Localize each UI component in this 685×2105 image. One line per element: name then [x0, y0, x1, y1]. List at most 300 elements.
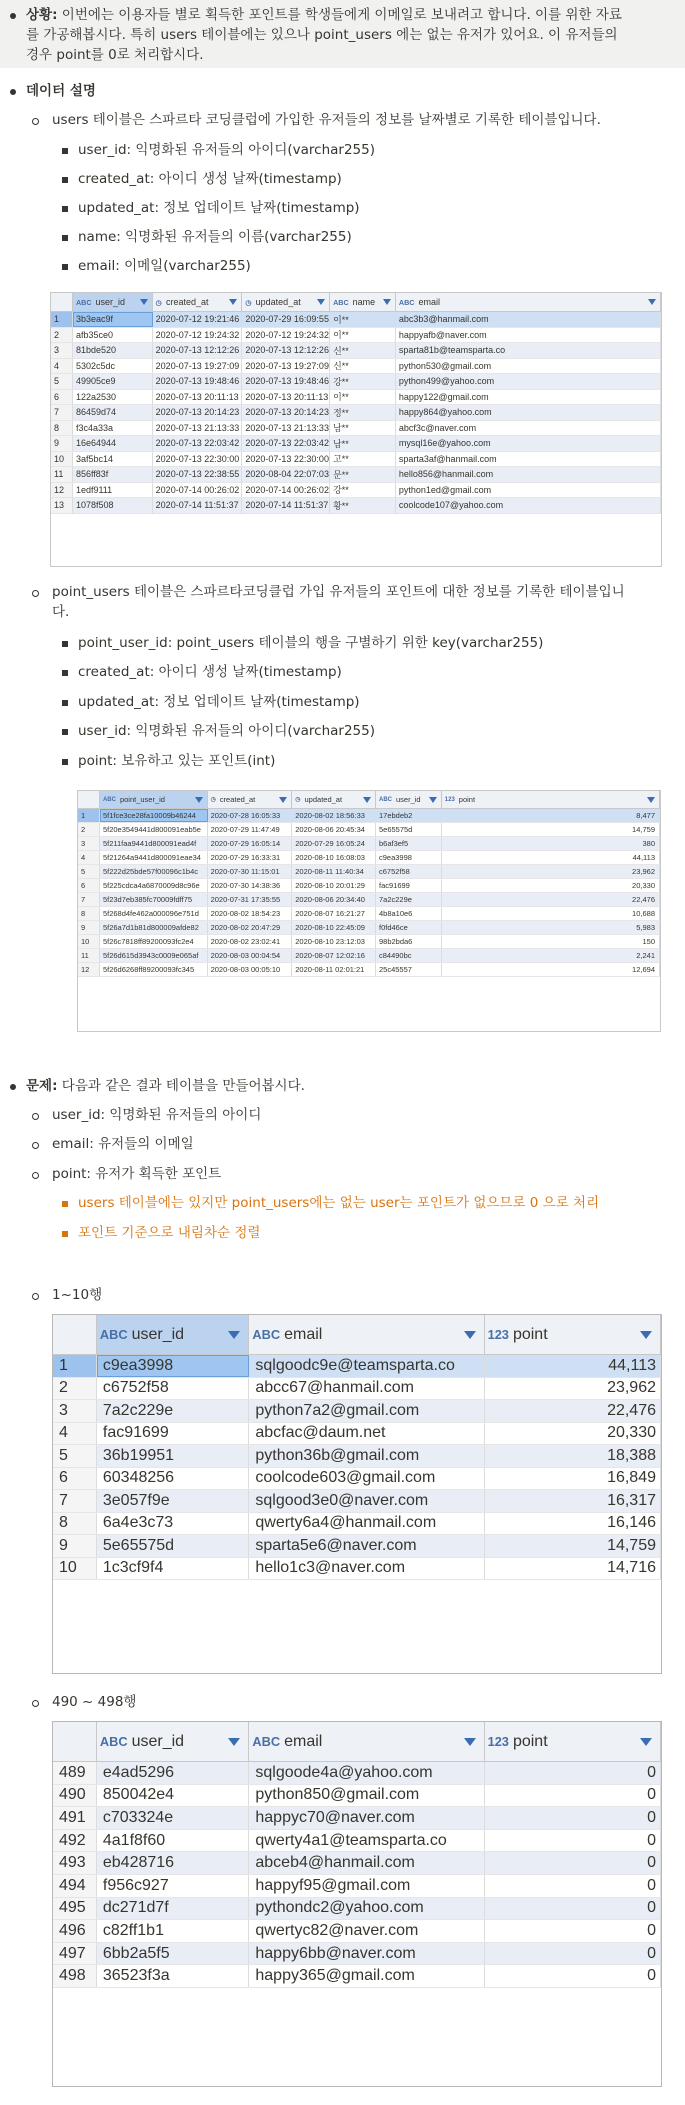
- table-cell: sqlgood3e0@naver.com: [249, 1490, 484, 1512]
- problem-item: user_id: 익명화된 유저들의 아이디: [52, 1107, 262, 1123]
- bullet: [32, 1142, 39, 1149]
- table-cell: 2020-07-29 16:09:55: [242, 312, 330, 327]
- column-header-label: point: [512, 1732, 548, 1750]
- table-cell: 2020-07-13 22:30:00: [242, 452, 330, 467]
- table-cell: 36523f3a: [97, 1965, 250, 1987]
- table-cell: 98b2bda6: [376, 935, 442, 948]
- table-cell: c84490bc: [376, 949, 442, 962]
- row-number: 5: [53, 1445, 97, 1467]
- table-row[interactable]: [51, 421, 661, 437]
- table-cell: 5f23d7eb385fc70009fdff75: [100, 893, 208, 906]
- table-cell: sparta81b@teamsparta.co: [396, 343, 661, 358]
- table-cell: sqlgoodc9e@teamsparta.co: [249, 1355, 484, 1377]
- column-header-user-id[interactable]: [376, 791, 442, 808]
- table-cell: 86459d74: [73, 405, 153, 420]
- table-cell: 1078f508: [73, 498, 153, 513]
- sort-arrow-icon[interactable]: [429, 797, 437, 803]
- type-icon: ABC: [398, 297, 415, 307]
- table-cell: 14,759: [442, 823, 660, 836]
- column-header-updated-at[interactable]: [242, 293, 330, 311]
- table-row[interactable]: [51, 328, 661, 344]
- table-cell: 5e65575d: [97, 1535, 250, 1557]
- sort-arrow-icon[interactable]: [279, 797, 287, 803]
- column-header-created-at[interactable]: [153, 293, 243, 311]
- column-header-point-user-id[interactable]: [100, 791, 208, 808]
- type-icon: 123: [487, 1327, 509, 1342]
- table-cell: 2020-07-13 20:14:23: [153, 405, 243, 420]
- table-header-row: [53, 1315, 661, 1355]
- column-header-updated-at[interactable]: [292, 791, 376, 808]
- row-number: 7: [53, 1490, 97, 1512]
- table-row[interactable]: [78, 949, 660, 963]
- table-cell: 2020-07-14 11:51:37: [153, 498, 243, 513]
- table-cell: sparta3af@hanmail.com: [396, 452, 661, 467]
- sort-arrow-icon[interactable]: [464, 1738, 476, 1746]
- table-cell: abc3b3@hanmail.com: [396, 312, 661, 327]
- table-row[interactable]: [78, 823, 660, 837]
- bullet: [32, 590, 39, 597]
- column-header-created-at[interactable]: [208, 791, 293, 808]
- table-cell: 36b19951: [97, 1445, 250, 1467]
- table-row[interactable]: [53, 1920, 661, 1943]
- table-cell: 2020-08-07 12:02:16: [292, 949, 376, 962]
- table-cell: 5302c5dc: [73, 359, 153, 374]
- table-row[interactable]: [51, 374, 661, 390]
- table-cell: 3b3eac9f: [73, 312, 153, 327]
- table-cell: f0fd46ce: [376, 921, 442, 934]
- result2-caption: 490 ~ 498행: [52, 1694, 137, 1710]
- table-cell: abcf3c@naver.com: [396, 421, 661, 436]
- table-row[interactable]: [51, 405, 661, 421]
- table-cell: 2020-07-13 21:13:33: [153, 421, 243, 436]
- column-header-user-id[interactable]: [97, 1722, 250, 1761]
- column-header-name[interactable]: [330, 293, 396, 311]
- table-cell: abceb4@hanmail.com: [249, 1852, 484, 1874]
- sort-arrow-icon[interactable]: [647, 797, 655, 803]
- bullet: [62, 729, 68, 735]
- table-cell: 6a4e3c73: [97, 1513, 250, 1535]
- pu-field: user_id: 익명화된 유저들의 아이디(varchar255): [78, 723, 376, 739]
- table-cell: abcc67@hanmail.com: [249, 1378, 484, 1400]
- table-cell: c6752f58: [97, 1378, 250, 1400]
- sort-arrow-icon[interactable]: [464, 1331, 476, 1339]
- table-row[interactable]: [78, 907, 660, 921]
- row-number: 12: [78, 963, 100, 976]
- table-cell: mysql16e@yahoo.com: [396, 436, 661, 451]
- table-cell: 856ff83f: [73, 467, 153, 482]
- table-cell: 2,241: [442, 949, 660, 962]
- table-row[interactable]: [53, 1490, 661, 1513]
- table-cell: 2020-07-29 16:05:24: [292, 837, 376, 850]
- table-cell: 신**: [330, 359, 396, 374]
- table-cell: 16,317: [485, 1490, 661, 1512]
- table-cell: 2020-08-11 02:01:21: [292, 963, 376, 976]
- situation-line-3: 경우 point를 0로 처리합시다.: [26, 47, 204, 63]
- table-cell: 2020-08-02 18:54:23: [208, 907, 293, 920]
- table-row[interactable]: [51, 359, 661, 375]
- table-cell: afb35ce0: [73, 328, 153, 343]
- table-cell: 17ebdeb2: [376, 809, 442, 822]
- problem-item: email: 유저들의 이메일: [52, 1136, 194, 1152]
- row-number: 3: [51, 343, 73, 358]
- table-cell: 122a2530: [73, 390, 153, 405]
- table-cell: 20,330: [442, 879, 660, 892]
- row-number: 4: [51, 359, 73, 374]
- sort-arrow-icon[interactable]: [640, 1331, 652, 1339]
- table-row[interactable]: [53, 1535, 661, 1558]
- pu-field: created_at: 아이디 생성 날짜(timestamp): [78, 664, 342, 680]
- table-row[interactable]: [53, 1355, 661, 1378]
- table-row[interactable]: [78, 851, 660, 865]
- row-number: 4: [53, 1423, 97, 1445]
- sort-arrow-icon[interactable]: [195, 797, 203, 803]
- table-cell: 2020-08-11 11:40:34: [292, 865, 376, 878]
- table-cell: 2020-07-29 16:05:14: [208, 837, 293, 850]
- table-cell: 2020-07-13 19:48:46: [153, 374, 243, 389]
- bullet: [62, 264, 68, 270]
- table-row[interactable]: [51, 483, 661, 499]
- problem-label: 문제:: [26, 1078, 58, 1094]
- bullet: [10, 89, 16, 95]
- column-header-point[interactable]: [485, 1722, 661, 1761]
- row-number: 1: [78, 809, 100, 822]
- users-field: email: 이메일(varchar255): [78, 258, 251, 274]
- table-cell: 2020-07-13 21:13:33: [242, 421, 330, 436]
- table-cell: 0: [485, 1852, 661, 1874]
- table-cell: dc271d7f: [97, 1898, 250, 1920]
- table-row[interactable]: [53, 1830, 661, 1853]
- table-cell: 남**: [330, 421, 396, 436]
- column-header-email[interactable]: [396, 293, 661, 311]
- table-row[interactable]: [53, 1378, 661, 1401]
- table-row[interactable]: [78, 935, 660, 949]
- row-number: 10: [78, 935, 100, 948]
- row-number: 5: [51, 374, 73, 389]
- table-cell: 5f26d6268ff89200093fc345: [100, 963, 208, 976]
- table-row[interactable]: [51, 312, 661, 328]
- table-cell: 2020-07-13 19:27:09: [153, 359, 243, 374]
- table-row[interactable]: [51, 498, 661, 514]
- table-cell: 2020-07-13 19:27:09: [242, 359, 330, 374]
- table-cell: qwerty6a4@hanmail.com: [249, 1513, 484, 1535]
- column-header-label: user_id: [131, 1325, 185, 1343]
- table-cell: 2020-07-12 19:24:32: [242, 328, 330, 343]
- table-cell: 5f26d615d3943c0009e065af: [100, 949, 208, 962]
- table-cell: 5f26c7818ff89200093fc2e4: [100, 935, 208, 948]
- table-row[interactable]: [53, 1852, 661, 1875]
- table-cell: c9ea3998: [97, 1355, 250, 1377]
- table-cell: 16e64944: [73, 436, 153, 451]
- table-row[interactable]: [53, 1423, 661, 1446]
- table-cell: 5f225cdca4a6870009d8c96e: [100, 879, 208, 892]
- sort-arrow-icon[interactable]: [383, 299, 391, 305]
- row-number: 13: [51, 498, 73, 513]
- table-cell: happy122@gmail.com: [396, 390, 661, 405]
- clock-icon: ◷: [210, 797, 216, 803]
- row-number: 490: [53, 1785, 97, 1807]
- table-cell: 5f26a7d1b81d800009afde82: [100, 921, 208, 934]
- table-cell: 남**: [330, 436, 396, 451]
- table-row[interactable]: [78, 921, 660, 935]
- table-cell: hello856@hanmail.com: [396, 467, 661, 482]
- row-number: 495: [53, 1898, 97, 1920]
- header-corner: [78, 791, 100, 808]
- column-header-point[interactable]: [485, 1315, 661, 1354]
- table-cell: 강**: [330, 374, 396, 389]
- sort-arrow-icon[interactable]: [229, 299, 237, 305]
- table-row[interactable]: [51, 343, 661, 359]
- row-number: 8: [53, 1513, 97, 1535]
- table-row[interactable]: [53, 1762, 661, 1785]
- bullet: [62, 670, 68, 676]
- table-cell: 2020-08-02 23:02:41: [208, 935, 293, 948]
- table-cell: 5f1fce3ce28fa10009b46244: [100, 809, 208, 822]
- table-cell: 0: [485, 1898, 661, 1920]
- pu-field: point: 보유하고 있는 포인트(int): [78, 753, 276, 769]
- table-row[interactable]: [53, 1558, 661, 1581]
- table-header-row: [53, 1722, 661, 1762]
- bullet: [62, 759, 68, 765]
- column-header-label: user_id: [131, 1732, 185, 1750]
- type-icon: 123: [487, 1734, 509, 1749]
- column-header-user-id[interactable]: [97, 1315, 250, 1354]
- situation-line-1: [26, 5, 622, 25]
- bullet: [62, 177, 68, 183]
- row-number: 9: [78, 921, 100, 934]
- table-cell: 0: [485, 1785, 661, 1807]
- table-row[interactable]: [53, 1513, 661, 1536]
- table-cell: 60348256: [97, 1468, 250, 1490]
- sort-arrow-icon[interactable]: [363, 797, 371, 803]
- row-number: 11: [78, 949, 100, 962]
- table-cell: 20,330: [485, 1423, 661, 1445]
- table-cell: 12,694: [442, 963, 660, 976]
- pu-field: point_user_id: point_users 테이블의 행을 구별하기 위한 key(varchar255): [78, 635, 544, 651]
- column-header-user-id[interactable]: [73, 293, 153, 311]
- table-cell: 2020-08-10 16:08:03: [292, 851, 376, 864]
- table-cell: sqlgoode4a@yahoo.com: [249, 1762, 484, 1784]
- table-cell: 380: [442, 837, 660, 850]
- row-number: 12: [51, 483, 73, 498]
- users-field: user_id: 익명화된 유저들의 아이디(varchar255): [78, 142, 376, 158]
- table-cell: 2020-08-02 20:47:29: [208, 921, 293, 934]
- column-header-label: user_id: [395, 795, 421, 804]
- table-row[interactable]: [53, 1807, 661, 1830]
- table-row[interactable]: [51, 436, 661, 452]
- users-field: created_at: 아이디 생성 날짜(timestamp): [78, 171, 342, 187]
- row-number: 498: [53, 1965, 97, 1987]
- table-cell: 2020-08-04 22:07:03: [242, 467, 330, 482]
- table-cell: happy365@gmail.com: [249, 1965, 484, 1987]
- sort-arrow-icon[interactable]: [317, 299, 325, 305]
- type-icon: ABC: [378, 796, 392, 803]
- column-header-label: created_at: [219, 795, 256, 804]
- table-row[interactable]: [53, 1400, 661, 1423]
- table-cell: 49905ce9: [73, 374, 153, 389]
- table-row[interactable]: [53, 1468, 661, 1491]
- table-row[interactable]: [78, 865, 660, 879]
- row-number: 491: [53, 1807, 97, 1829]
- table-cell: 8,477: [442, 809, 660, 822]
- table-cell: 0: [485, 1807, 661, 1829]
- bullet: [62, 700, 68, 706]
- row-number: 10: [51, 452, 73, 467]
- table-cell: 강**: [330, 483, 396, 498]
- table-cell: python850@gmail.com: [249, 1785, 484, 1807]
- table-row[interactable]: [78, 963, 660, 977]
- header-corner: [51, 293, 73, 311]
- sort-arrow-icon[interactable]: [648, 299, 656, 305]
- column-header-label: email: [418, 297, 440, 307]
- type-icon: ABC: [99, 1327, 128, 1342]
- data-desc-title: 데이터 설명: [26, 83, 96, 99]
- table-row[interactable]: [53, 1875, 661, 1898]
- type-icon: ABC: [99, 1734, 128, 1749]
- column-header-point[interactable]: [442, 791, 660, 808]
- header-corner: [53, 1315, 97, 1354]
- table-cell: 5f268d4fe462a000096e751d: [100, 907, 208, 920]
- row-number: 1: [51, 312, 73, 327]
- table-cell: 2020-07-13 19:48:46: [242, 374, 330, 389]
- column-header-label: point_user_id: [119, 795, 165, 804]
- table-cell: happy864@yahoo.com: [396, 405, 661, 420]
- table-cell: 0: [485, 1965, 661, 1987]
- table-row[interactable]: [78, 879, 660, 893]
- clock-icon: ◷: [295, 797, 301, 803]
- bullet: [62, 148, 68, 154]
- table-cell: sparta5e6@naver.com: [249, 1535, 484, 1557]
- result1-caption: 1~10행: [52, 1287, 103, 1303]
- table-row[interactable]: [53, 1943, 661, 1966]
- table-cell: 1edf9111: [73, 483, 153, 498]
- table-cell: 2020-07-30 14:38:36: [208, 879, 293, 892]
- table-cell: c703324e: [97, 1807, 250, 1829]
- table-cell: 2020-07-13 22:03:42: [153, 436, 243, 451]
- row-number: 2: [51, 328, 73, 343]
- table-cell: qwerty4a1@teamsparta.co: [249, 1830, 484, 1852]
- type-icon: ABC: [252, 1734, 281, 1749]
- table-cell: 5e65575d: [376, 823, 442, 836]
- row-number: 7: [51, 405, 73, 420]
- table-cell: 2020-07-30 11:15:01: [208, 865, 293, 878]
- table-cell: 문**: [330, 467, 396, 482]
- table-cell: f956c927: [97, 1875, 250, 1897]
- row-number: 2: [78, 823, 100, 836]
- column-header-email[interactable]: [249, 1315, 484, 1354]
- table-cell: 3e057f9e: [97, 1490, 250, 1512]
- bullet: [62, 235, 68, 241]
- table-row[interactable]: [51, 452, 661, 468]
- table-cell: eb428716: [97, 1852, 250, 1874]
- table-cell: 2020-08-10 22:45:09: [292, 921, 376, 934]
- row-number: 4: [78, 851, 100, 864]
- table-row[interactable]: [78, 893, 660, 907]
- table-cell: e4ad5296: [97, 1762, 250, 1784]
- table-cell: 0: [485, 1762, 661, 1784]
- table-cell: 2020-07-13 22:30:00: [153, 452, 243, 467]
- table-cell: 3af5bc14: [73, 452, 153, 467]
- table-cell: c9ea3998: [376, 851, 442, 864]
- sort-arrow-icon[interactable]: [228, 1738, 240, 1746]
- table-cell: python530@gmail.com: [396, 359, 661, 374]
- row-number: 3: [78, 837, 100, 850]
- table-cell: happyafb@naver.com: [396, 328, 661, 343]
- table-cell: 2020-07-29 11:47:49: [208, 823, 293, 836]
- column-header-label: point: [512, 1325, 548, 1343]
- table-cell: abcfac@daum.net: [249, 1423, 484, 1445]
- table-cell: fac91699: [97, 1423, 250, 1445]
- table-cell: 14,716: [485, 1558, 661, 1580]
- table-cell: 25c45557: [376, 963, 442, 976]
- table-cell: fac91699: [376, 879, 442, 892]
- table-cell: 1c3cf9f4: [97, 1558, 250, 1580]
- table-cell: coolcode107@yahoo.com: [396, 498, 661, 513]
- table-row[interactable]: [53, 1965, 661, 1988]
- sort-arrow-icon[interactable]: [640, 1738, 652, 1746]
- table-row[interactable]: [78, 837, 660, 851]
- table-row[interactable]: [53, 1785, 661, 1808]
- table-cell: 2020-08-03 00:05:10: [208, 963, 293, 976]
- column-header-label: updated_at: [255, 297, 301, 307]
- table-cell: hello1c3@naver.com: [249, 1558, 484, 1580]
- table-cell: 44,113: [442, 851, 660, 864]
- table-row[interactable]: [53, 1445, 661, 1468]
- problem-text: 다음과 같은 결과 테이블을 만들어봅시다.: [57, 1078, 305, 1094]
- pu-intro-1: point_users 테이블은 스파르타코딩클럽 가입 유저들의 포인트에 대한 정보를 기록한 테이블입니: [52, 584, 625, 600]
- sort-arrow-icon[interactable]: [228, 1331, 240, 1339]
- table-cell: 2020-08-10 23:12:03: [292, 935, 376, 948]
- table-row[interactable]: [51, 467, 661, 483]
- bullet: [32, 1113, 39, 1120]
- table-row[interactable]: [78, 809, 660, 823]
- bullet: [62, 1231, 68, 1237]
- table-cell: 신**: [330, 343, 396, 358]
- clock-icon: ◷: [155, 297, 162, 307]
- clock-icon: ◷: [245, 297, 252, 307]
- table-cell: pythondc2@yahoo.com: [249, 1898, 484, 1920]
- type-icon: ABC: [102, 796, 116, 803]
- table-cell: happyc70@naver.com: [249, 1807, 484, 1829]
- table-cell: 2020-07-14 11:51:37: [242, 498, 330, 513]
- bullet: [62, 641, 68, 647]
- table-header-row: [78, 791, 660, 809]
- table-row[interactable]: [51, 390, 661, 406]
- table-row[interactable]: [53, 1898, 661, 1921]
- header-corner: [53, 1722, 97, 1761]
- row-number: 3: [53, 1400, 97, 1422]
- table-cell: 정**: [330, 405, 396, 420]
- users-intro: users 테이블은 스파르타 코딩클럽에 가입한 유저들의 정보를 날짜별로 기록한 테이블입니다.: [52, 112, 601, 128]
- sort-arrow-icon[interactable]: [140, 299, 148, 305]
- row-number: 489: [53, 1762, 97, 1784]
- situation-line-2: 를 가공해봅시다. 특히 users 테이블에는 있으나 point_users 에는 없는 유저가 있어요. 이 유저들의: [26, 27, 618, 43]
- row-number: 9: [51, 436, 73, 451]
- table-cell: 22,476: [485, 1400, 661, 1422]
- table-header-row: [51, 293, 661, 312]
- bullet: [62, 1201, 68, 1207]
- table-cell: 6bb2a5f5: [97, 1943, 250, 1965]
- table-cell: 44,113: [485, 1355, 661, 1377]
- bullet: [32, 1700, 39, 1707]
- row-number: 6: [53, 1468, 97, 1490]
- table-cell: 2020-08-07 16:21:27: [292, 907, 376, 920]
- table-cell: 5f21264a9441d800091eae34: [100, 851, 208, 864]
- table-cell: 150: [442, 935, 660, 948]
- table-cell: 2020-07-14 00:26:02: [242, 483, 330, 498]
- table-cell: 고**: [330, 452, 396, 467]
- column-header-email[interactable]: [249, 1722, 484, 1761]
- table-cell: 0: [485, 1920, 661, 1942]
